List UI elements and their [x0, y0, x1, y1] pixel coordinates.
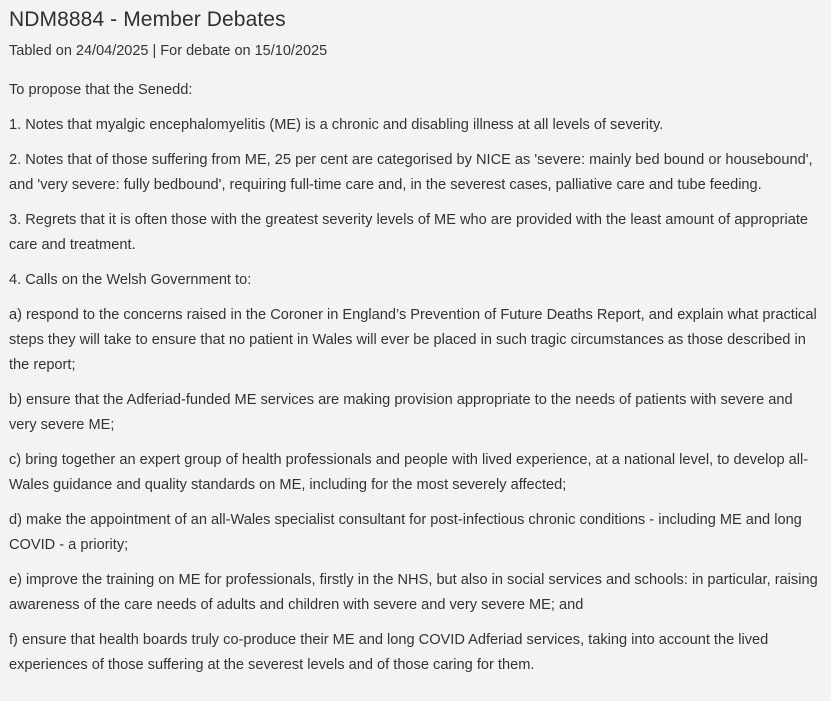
- motion-subpoint-a: a) respond to the concerns raised in the Coroner in England’s Prevention of Future Deaths Report, and explain what practical steps they will take to ensure that no patient in Wales will ever be placed in such tragic circumstances as those described in the report;: [9, 307, 817, 373]
- motion-point-2: 2. Notes that of those suffering from ME, 25 per cent are categorised by NICE as 'severe: mainly bed bound or housebound', and 'very severe: fully bedbound', requiring full-time care and, in the severest cases, palliative care and tube feeding.: [9, 152, 813, 193]
- motion-point-3: 3. Regrets that it is often those with the greatest severity levels of ME who are provided with the least amount of appropriate care and treatment.: [9, 212, 809, 253]
- motion-subpoint-f: f) ensure that health boards truly co-produce their ME and long COVID Adferiad services, taking into account the lived experiences of those suffering at the severest levels and of those caring for them.: [9, 632, 769, 673]
- motion-intro: To propose that the Senedd:: [9, 82, 193, 98]
- motion-body: [9, 78, 823, 678]
- motion-dates: Tabled on 24/04/2025 | For debate on 15/10/2025: [9, 43, 328, 59]
- motion-point-4: 4. Calls on the Welsh Government to:: [9, 272, 252, 288]
- motion-subpoint-b: b) ensure that the Adferiad-funded ME services are making provision appropriate to the needs of patients with severe and very severe ME;: [9, 392, 793, 433]
- motion-subpoint-d: d) make the appointment of an all-Wales specialist consultant for post-infectious chronic conditions - including ME and long COVID - a priority;: [9, 512, 802, 553]
- motion-title: NDM8884 - Member Debates: [9, 8, 286, 31]
- motion-point-1: 1. Notes that myalgic encephalomyelitis (ME) is a chronic and disabling illness at all levels of severity.: [9, 117, 664, 133]
- motion-subpoint-e: e) improve the training on ME for professionals, firstly in the NHS, but also in social services and schools: in particular, raising awareness of the care needs of adults and children with severe and very severe ME; and: [9, 572, 818, 613]
- motion-subpoint-c: c) bring together an expert group of health professionals and people with lived experience, at a national level, to develop all-Wales guidance and quality standards on ME, including for the most severely affected;: [9, 452, 809, 493]
